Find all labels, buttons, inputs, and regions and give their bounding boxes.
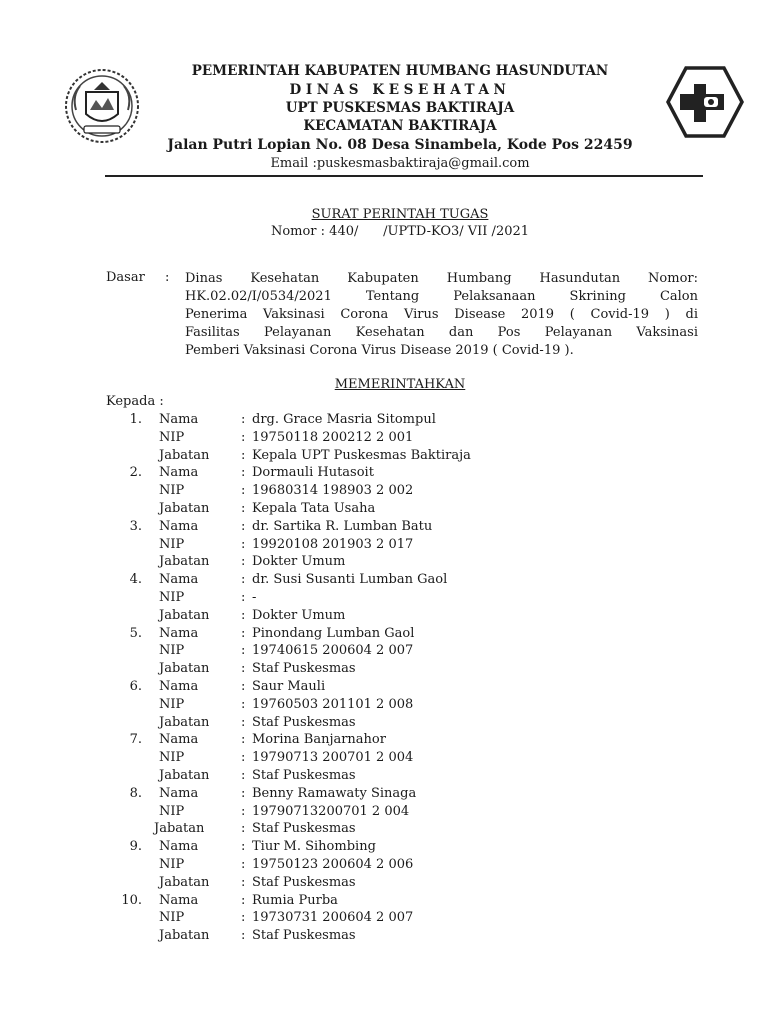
- person-nip-row: [0, 749, 768, 767]
- field-separator: :: [241, 803, 246, 819]
- person-number: 9.: [129, 839, 142, 855]
- person-nip: 19680314 198903 2 002: [252, 483, 414, 499]
- field-separator: :: [241, 821, 246, 837]
- person-nama: Dormauli Hutasoit: [252, 465, 374, 481]
- dasar-label: Dasar: [106, 270, 145, 285]
- field-separator: :: [241, 589, 246, 605]
- letterhead-unit: UPT PUSKESMAS BAKTIRAJA: [285, 100, 515, 116]
- person-nip-row: [0, 429, 768, 447]
- person-number: 4.: [129, 572, 142, 588]
- field-label-jabatan: Jabatan: [159, 447, 210, 463]
- person-nama-row: [0, 731, 768, 749]
- person-number: 2.: [129, 465, 142, 481]
- regency-coat-of-arms-icon: [62, 66, 142, 146]
- person-jabatan-row: [0, 660, 768, 678]
- field-separator: :: [241, 625, 246, 641]
- person-nip: 19790713 200701 2 004: [252, 750, 414, 766]
- person-nip: -: [252, 589, 257, 605]
- person-nip-row: [0, 536, 768, 554]
- field-separator: :: [241, 536, 246, 552]
- person-nip-row: [0, 803, 768, 821]
- letterhead-divider: [105, 175, 703, 177]
- person-nama: drg. Grace Masria Sitompul: [252, 412, 436, 427]
- person-number: 5.: [129, 625, 142, 641]
- person-jabatan: Staf Puskesmas: [252, 821, 356, 837]
- field-separator: :: [241, 750, 246, 766]
- dasar-line: HK.02.02/I/0534/2021 Tentang Pelaksanaan Skrining Calon: [185, 289, 698, 304]
- person-number: 8.: [129, 785, 142, 801]
- field-separator: :: [241, 412, 246, 427]
- field-label-nama: Nama: [159, 412, 199, 427]
- field-label-nip: NIP: [159, 750, 185, 766]
- person-jabatan: Staf Puskesmas: [252, 767, 356, 783]
- field-separator: :: [241, 554, 246, 570]
- person-jabatan: Kepala Tata Usaha: [252, 500, 376, 516]
- letterhead-department: DINAS KESEHATAN: [289, 82, 511, 98]
- person-jabatan-row: [0, 874, 768, 892]
- field-label-jabatan: Jabatan: [159, 767, 210, 783]
- person-nip-row: [0, 482, 768, 500]
- field-label-jabatan: Jabatan: [159, 554, 210, 570]
- field-label-nama: Nama: [159, 785, 199, 801]
- person-nip-row: [0, 589, 768, 607]
- person-jabatan-row: [0, 553, 768, 571]
- person-nip: 19920108 201903 2 017: [252, 536, 414, 552]
- field-separator: :: [241, 874, 246, 890]
- dasar-text: [185, 270, 698, 360]
- field-separator: :: [241, 732, 246, 748]
- field-label-nama: Nama: [159, 625, 199, 641]
- field-label-nip: NIP: [159, 536, 185, 552]
- field-label-nip: NIP: [159, 910, 185, 926]
- dasar-line: Fasilitas Pelayanan Kesehatan dan Pos Pelayanan Vaksinasi: [185, 325, 698, 340]
- person-nama: Benny Ramawaty Sinaga: [252, 785, 417, 801]
- person-nip: 19760503 201101 2 008: [252, 696, 414, 712]
- field-separator: :: [241, 500, 246, 516]
- person-number: 7.: [129, 732, 142, 748]
- field-label-nama: Nama: [159, 518, 199, 534]
- person-nama-row: [0, 785, 768, 803]
- field-label-nip: NIP: [159, 429, 185, 445]
- field-separator: :: [241, 607, 246, 623]
- person-nama-row: [0, 892, 768, 910]
- field-separator: :: [241, 696, 246, 712]
- kepada-label: Kepada :: [106, 394, 164, 409]
- field-separator: :: [241, 892, 246, 908]
- field-separator: :: [241, 661, 246, 677]
- person-jabatan: Staf Puskesmas: [252, 661, 356, 677]
- memerintahkan-heading: MEMERINTAHKAN: [334, 377, 466, 392]
- person-nama-row: [0, 411, 768, 429]
- person-nip: 19750123 200604 2 006: [252, 856, 414, 872]
- document-title: SURAT PERINTAH TUGAS: [311, 207, 489, 222]
- person-nip: 19730731 200604 2 007: [252, 910, 414, 926]
- field-label-nama: Nama: [159, 572, 199, 588]
- letterhead-government: PEMERINTAH KABUPATEN HUMBANG HASUNDUTAN: [191, 63, 609, 79]
- field-label-jabatan: Jabatan: [159, 874, 210, 890]
- field-label-nip: NIP: [159, 643, 185, 659]
- person-nip-row: [0, 909, 768, 927]
- person-jabatan: Staf Puskesmas: [252, 928, 356, 944]
- field-separator: :: [241, 767, 246, 783]
- field-separator: :: [241, 714, 246, 730]
- person-nip-row: [0, 856, 768, 874]
- dasar-line: Dinas Kesehatan Kabupaten Humbang Hasundutan Nomor:: [185, 271, 698, 286]
- field-label-jabatan: Jabatan: [159, 607, 210, 623]
- person-jabatan-row: [0, 447, 768, 465]
- person-nama-row: [0, 625, 768, 643]
- person-jabatan: Dokter Umum: [252, 554, 346, 570]
- person-jabatan: Dokter Umum: [252, 607, 346, 623]
- field-label-nip: NIP: [159, 483, 185, 499]
- person-jabatan: Kepala UPT Puskesmas Baktiraja: [252, 447, 471, 463]
- field-label-nama: Nama: [159, 465, 199, 481]
- field-separator: :: [241, 910, 246, 926]
- person-nip: 19790713200701 2 004: [252, 803, 410, 819]
- field-separator: :: [241, 785, 246, 801]
- field-label-jabatan: Jabatan: [159, 928, 210, 944]
- field-separator: :: [241, 429, 246, 445]
- field-separator: :: [241, 856, 246, 872]
- person-nip-row: [0, 642, 768, 660]
- letterhead-district: KECAMATAN BAKTIRAJA: [303, 118, 497, 134]
- person-jabatan-row: [0, 820, 768, 838]
- field-separator: :: [241, 572, 246, 588]
- person-nama-row: [0, 518, 768, 536]
- person-list: [0, 411, 768, 945]
- person-nama: Rumia Purba: [252, 892, 338, 908]
- person-number: 6.: [129, 678, 142, 694]
- person-nama: Pinondang Lumban Gaol: [252, 625, 415, 641]
- field-label-jabatan: Jabatan: [154, 821, 205, 837]
- field-label-nip: NIP: [159, 589, 185, 605]
- person-nama-row: [0, 464, 768, 482]
- person-jabatan-row: [0, 500, 768, 518]
- field-separator: :: [241, 643, 246, 659]
- field-label-nama: Nama: [159, 892, 199, 908]
- field-separator: :: [241, 518, 246, 534]
- person-nip: 19740615 200604 2 007: [252, 643, 414, 659]
- document-number: Nomor : 440/ /UPTD-KO3/ VII /2021: [270, 224, 530, 239]
- dasar-colon: :: [165, 270, 170, 285]
- field-separator: :: [241, 483, 246, 499]
- person-nama-row: [0, 838, 768, 856]
- letterhead-email: Email :puskesmasbaktiraja@gmail.com: [270, 156, 530, 171]
- field-separator: :: [241, 465, 246, 481]
- person-nama-row: [0, 678, 768, 696]
- puskesmas-cross-icon: [666, 66, 744, 138]
- person-jabatan-row: [0, 767, 768, 785]
- person-jabatan-row: [0, 607, 768, 625]
- field-label-jabatan: Jabatan: [159, 661, 210, 677]
- person-nama: dr. Sartika R. Lumban Batu: [252, 518, 433, 534]
- field-label-nama: Nama: [159, 732, 199, 748]
- person-nama: Saur Mauli: [252, 678, 326, 694]
- person-jabatan-row: [0, 927, 768, 945]
- field-label-nip: NIP: [159, 696, 185, 712]
- field-separator: :: [241, 678, 246, 694]
- person-jabatan-row: [0, 714, 768, 732]
- person-nama: dr. Susi Susanti Lumban Gaol: [252, 572, 448, 588]
- dasar-line: Penerima Vaksinasi Corona Virus Disease 2019 ( Covid-19 ) di: [185, 307, 698, 322]
- person-number: 3.: [129, 518, 142, 534]
- person-number: 1.: [129, 412, 142, 427]
- field-label-nama: Nama: [159, 678, 199, 694]
- dasar-line: Pemberi Vaksinasi Corona Virus Disease 2019 ( Covid-19 ).: [185, 343, 574, 358]
- person-nama: Morina Banjarnahor: [252, 732, 386, 748]
- letterhead-address: Jalan Putri Lopian No. 08 Desa Sinambela, Kode Pos 22459: [167, 137, 633, 153]
- person-nip: 19750118 200212 2 001: [252, 429, 414, 445]
- person-jabatan: Staf Puskesmas: [252, 874, 356, 890]
- person-jabatan: Staf Puskesmas: [252, 714, 356, 730]
- person-nama: Tiur M. Sihombing: [252, 839, 376, 855]
- field-label-nip: NIP: [159, 803, 185, 819]
- person-nama-row: [0, 571, 768, 589]
- field-separator: :: [241, 839, 246, 855]
- field-label-jabatan: Jabatan: [159, 500, 210, 516]
- person-number: 10.: [121, 892, 142, 908]
- field-label-nip: NIP: [159, 856, 185, 872]
- field-separator: :: [241, 447, 246, 463]
- person-nip-row: [0, 696, 768, 714]
- field-separator: :: [241, 928, 246, 944]
- field-label-nama: Nama: [159, 839, 199, 855]
- field-label-jabatan: Jabatan: [159, 714, 210, 730]
